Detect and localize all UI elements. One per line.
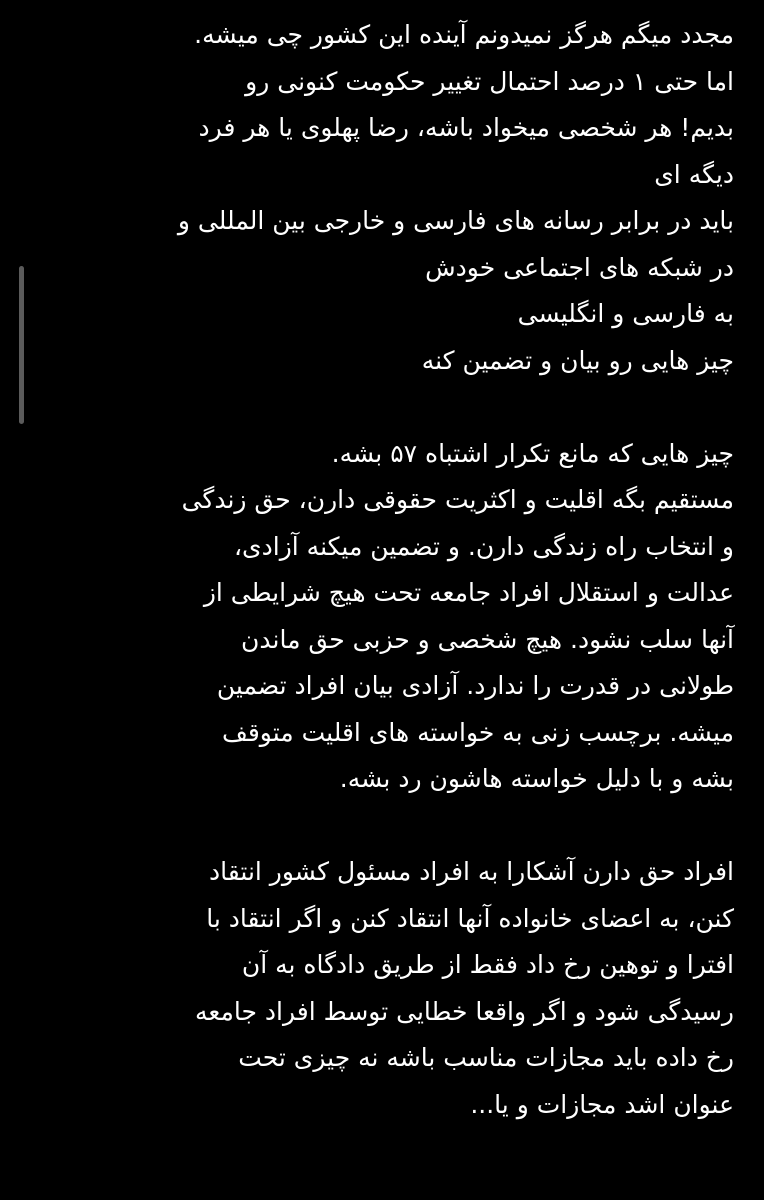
note-body bbox=[44, 0, 734, 1128]
text-line: و انتخاب راه زندگی دارن. و تضمین میکنه آزادی، bbox=[233, 531, 734, 561]
paragraph-spacer bbox=[44, 384, 734, 431]
text-line: طولانی در قدرت را ندارد. آزادی بیان افراد تضمین bbox=[216, 671, 734, 700]
text-line: عنوان اشد مجازات و یا... bbox=[470, 1089, 734, 1119]
text-line: رخ داده باید مجازات مناسب باشه نه چیزی تحت bbox=[238, 1043, 734, 1072]
text-line: بدیم! هر شخصی میخواد باشه، رضا پهلوی یا هر فرد bbox=[198, 113, 734, 142]
text-line: دیگه ای bbox=[654, 159, 734, 189]
text-line: در شبکه های اجتماعی خودش bbox=[425, 252, 734, 282]
paragraph-1 bbox=[44, 12, 734, 384]
text-line: چیز هایی که مانع تکرار اشتباه ۵۷ بشه. bbox=[331, 438, 734, 468]
text-line: کنن، به اعضای خانواده آنها انتقاد کنن و اگر انتقاد با bbox=[206, 903, 734, 933]
text-line: اما حتی ۱ درصد احتمال تغییر حکومت کنونی رو bbox=[245, 66, 734, 96]
scrollbar-thumb[interactable] bbox=[19, 266, 24, 424]
text-line: مستقیم بگه اقلیت و اکثریت حقوقی دارن، حق زندگی bbox=[181, 485, 734, 514]
text-line: افراد حق دارن آشکارا به افراد مسئول کشور انتقاد bbox=[209, 857, 734, 886]
text-line: چیز هایی رو بیان و تضمین کنه bbox=[421, 345, 734, 375]
text-line: بشه و با دلیل خواسته هاشون رد بشه. bbox=[339, 764, 734, 793]
paragraph-spacer bbox=[44, 803, 734, 850]
text-line: میشه. برچسب زنی به خواسته های اقلیت متوقف bbox=[221, 717, 734, 747]
text-line: افترا و توهین رخ داد فقط از طریق دادگاه به آن bbox=[241, 950, 734, 979]
paragraph-2 bbox=[44, 431, 734, 803]
text-line: به فارسی و انگلیسی bbox=[517, 299, 734, 328]
text-line: عدالت و استقلال افراد جامعه تحت هیچ شرایطی از bbox=[203, 578, 734, 607]
text-line: باید در برابر رسانه های فارسی و خارجی بین المللی و bbox=[177, 206, 734, 235]
text-line: مجدد میگم هرگز نمیدونم آینده این کشور چی میشه. bbox=[194, 20, 734, 49]
paragraph-3 bbox=[44, 849, 734, 1128]
text-line: رسیدگی شود و اگر واقعا خطایی توسط افراد جامعه bbox=[195, 996, 734, 1026]
text-line: آنها سلب نشود. هیچ شخصی و حزبی حق ماندن bbox=[241, 624, 734, 654]
